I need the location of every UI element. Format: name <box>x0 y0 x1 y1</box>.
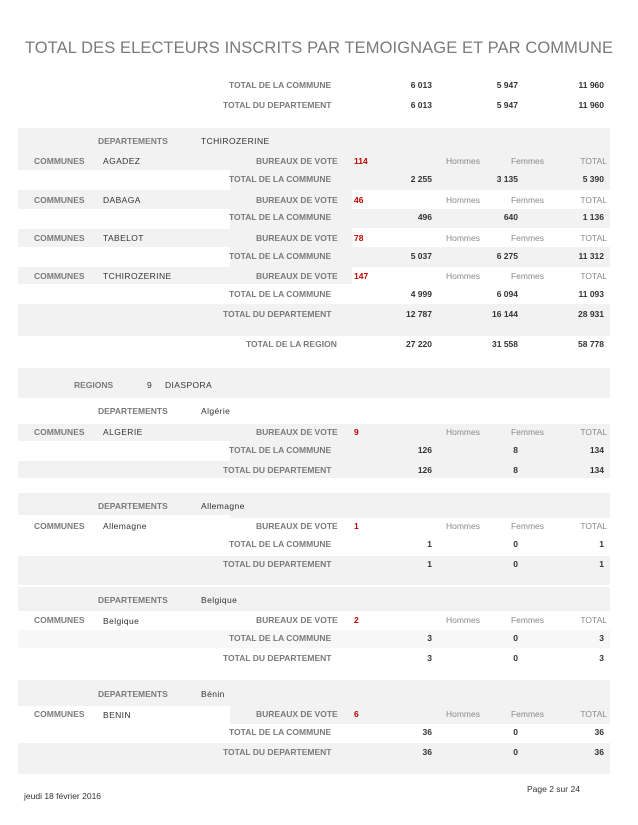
total-header: TOTAL <box>580 427 607 437</box>
femmes-value: 8 <box>513 445 518 455</box>
total-value: 11 093 <box>578 289 604 299</box>
hommes-value: 3 <box>427 653 432 663</box>
hommes-value: 1 <box>427 539 432 549</box>
total-commune-label: TOTAL DE LA COMMUNE <box>229 727 332 737</box>
femmes-value: 31 558 <box>492 339 518 349</box>
communes-label: COMMUNES <box>34 271 85 281</box>
hommes-value: 5 037 <box>410 251 432 261</box>
departements-label: DEPARTEMENTS <box>98 501 168 511</box>
total-commune-label: TOTAL DE LA COMMUNE <box>229 80 332 90</box>
department-name: Allemagne <box>201 501 245 511</box>
total-region-label: TOTAL DE LA REGION <box>246 339 337 349</box>
commune-name: TCHIROZERINE <box>103 271 172 281</box>
total-value: 36 <box>594 727 604 737</box>
total-commune-label: TOTAL DE LA COMMUNE <box>229 212 332 222</box>
total-header: TOTAL <box>580 521 607 531</box>
total-header: TOTAL <box>580 195 607 205</box>
bureaux-label: BUREAUX DE VOTE <box>256 233 338 243</box>
communes-label: COMMUNES <box>34 427 85 437</box>
femmes-header: Femmes <box>510 615 544 625</box>
total-departement-label: TOTAL DU DEPARTEMENT <box>223 747 332 757</box>
total-header: TOTAL <box>580 233 607 243</box>
commune-name: ALGERIE <box>103 427 143 437</box>
total-value: 11 312 <box>578 251 604 261</box>
total-value: 3 <box>599 653 604 663</box>
departements-label: DEPARTEMENTS <box>98 689 168 699</box>
hommes-header: Hommes <box>445 615 480 625</box>
region-number: 9 <box>147 380 153 390</box>
femmes-header: Femmes <box>510 195 544 205</box>
total-commune-label: TOTAL DE LA COMMUNE <box>229 633 332 643</box>
communes-label: COMMUNES <box>34 521 85 531</box>
hommes-header: Hommes <box>445 195 480 205</box>
total-header: TOTAL <box>580 709 607 719</box>
total-header: TOTAL <box>580 271 607 281</box>
hommes-value: 1 <box>427 559 432 569</box>
total-value: 134 <box>589 445 604 455</box>
bureaux-label: BUREAUX DE VOTE <box>256 271 338 281</box>
total-commune-label: TOTAL DE LA COMMUNE <box>229 289 332 299</box>
communes-label: COMMUNES <box>34 709 85 719</box>
total-value: 28 931 <box>578 309 604 319</box>
bureaux-label: BUREAUX DE VOTE <box>256 521 338 531</box>
hommes-value: 4 999 <box>410 289 432 299</box>
bureaux-label: BUREAUX DE VOTE <box>256 195 338 205</box>
hommes-header: Hommes <box>445 156 480 166</box>
hommes-value: 12 787 <box>406 309 432 319</box>
total-value: 1 <box>599 559 604 569</box>
commune-name: BENIN <box>103 710 131 720</box>
bureaux-count: 2 <box>354 615 359 625</box>
femmes-value: 640 <box>503 212 518 222</box>
communes-label: COMMUNES <box>34 195 85 205</box>
total-departement-label: TOTAL DU DEPARTEMENT <box>223 559 332 569</box>
total-value: 5 390 <box>582 174 604 184</box>
femmes-header: Femmes <box>510 709 544 719</box>
hommes-header: Hommes <box>445 521 480 531</box>
hommes-value: 6 013 <box>410 100 432 110</box>
femmes-value: 0 <box>513 653 518 663</box>
bureaux-label: BUREAUX DE VOTE <box>256 427 338 437</box>
bureaux-label: BUREAUX DE VOTE <box>256 615 338 625</box>
femmes-header: Femmes <box>510 521 544 531</box>
department-name: TCHIROZERINE <box>201 136 270 146</box>
hommes-value: 2 255 <box>410 174 432 184</box>
bureaux-count: 78 <box>354 233 364 243</box>
femmes-value: 8 <box>513 465 518 475</box>
femmes-value: 0 <box>513 747 518 757</box>
regions-label: REGIONS <box>74 380 114 390</box>
total-value: 3 <box>599 633 604 643</box>
total-value: 36 <box>594 747 604 757</box>
departements-label: DEPARTEMENTS <box>98 136 168 146</box>
department-name: Belgique <box>201 595 238 605</box>
footer-date: jeudi 18 février 2016 <box>24 791 102 801</box>
femmes-header: Femmes <box>510 156 544 166</box>
femmes-header: Femmes <box>510 427 544 437</box>
hommes-value: 36 <box>422 727 432 737</box>
total-commune-label: TOTAL DE LA COMMUNE <box>229 174 332 184</box>
region-name: DIASPORA <box>165 380 213 390</box>
femmes-header: Femmes <box>510 271 544 281</box>
hommes-header: Hommes <box>445 427 480 437</box>
total-value: 134 <box>589 465 604 475</box>
femmes-value: 16 144 <box>492 309 518 319</box>
femmes-value: 0 <box>513 727 518 737</box>
bureaux-count: 6 <box>354 709 359 719</box>
commune-name: TABELOT <box>103 233 144 243</box>
total-commune-label: TOTAL DE LA COMMUNE <box>229 445 332 455</box>
communes-label: COMMUNES <box>34 156 85 166</box>
hommes-value: 36 <box>422 747 432 757</box>
hommes-value: 27 220 <box>406 339 432 349</box>
bureaux-count: 46 <box>354 195 364 205</box>
hommes-value: 496 <box>417 212 432 222</box>
hommes-header: Hommes <box>445 233 480 243</box>
total-header: TOTAL <box>580 615 607 625</box>
bureaux-count: 114 <box>354 156 368 166</box>
commune-name: DABAGA <box>103 195 141 205</box>
total-departement-label: TOTAL DU DEPARTEMENT <box>223 309 332 319</box>
departements-label: DEPARTEMENTS <box>98 595 168 605</box>
bureaux-count: 9 <box>354 427 359 437</box>
femmes-value: 6 275 <box>496 251 518 261</box>
total-value: 1 <box>599 539 604 549</box>
department-name: Bénin <box>201 689 225 699</box>
total-departement-label: TOTAL DU DEPARTEMENT <box>223 653 332 663</box>
departements-label: DEPARTEMENTS <box>98 406 168 416</box>
page-title: TOTAL DES ELECTEURS INSCRITS PAR TEMOIGNAGE ET PAR COMMUNE <box>24 39 614 57</box>
femmes-header: Femmes <box>510 233 544 243</box>
hommes-header: Hommes <box>445 709 480 719</box>
commune-name: Belgique <box>103 616 140 626</box>
total-departement-label: TOTAL DU DEPARTEMENT <box>223 100 332 110</box>
commune-name: Allemagne <box>103 521 147 531</box>
femmes-value: 5 947 <box>496 100 518 110</box>
bureaux-label: BUREAUX DE VOTE <box>256 156 338 166</box>
hommes-value: 6 013 <box>410 80 432 90</box>
hommes-value: 3 <box>427 633 432 643</box>
hommes-header: Hommes <box>445 271 480 281</box>
total-departement-label: TOTAL DU DEPARTEMENT <box>223 465 332 475</box>
communes-label: COMMUNES <box>34 615 85 625</box>
femmes-value: 0 <box>513 539 518 549</box>
department-name: Algérie <box>201 406 231 416</box>
total-value: 11 960 <box>578 80 604 90</box>
commune-name: AGADEZ <box>103 156 141 166</box>
total-commune-label: TOTAL DE LA COMMUNE <box>229 251 332 261</box>
femmes-value: 0 <box>513 559 518 569</box>
femmes-value: 5 947 <box>496 80 518 90</box>
bureaux-label: BUREAUX DE VOTE <box>256 709 338 719</box>
hommes-value: 126 <box>417 465 432 475</box>
bureaux-count: 1 <box>354 521 359 531</box>
femmes-value: 3 135 <box>496 174 518 184</box>
hommes-value: 126 <box>417 445 432 455</box>
total-header: TOTAL <box>580 156 607 166</box>
total-value: 11 960 <box>578 100 604 110</box>
femmes-value: 6 094 <box>496 289 518 299</box>
communes-label: COMMUNES <box>34 233 85 243</box>
bureaux-count: 147 <box>354 271 369 281</box>
femmes-value: 0 <box>513 633 518 643</box>
total-commune-label: TOTAL DE LA COMMUNE <box>229 539 332 549</box>
total-value: 1 136 <box>582 212 604 222</box>
page-number: Page 2 sur 24 <box>527 784 580 794</box>
total-value: 58 778 <box>578 339 604 349</box>
